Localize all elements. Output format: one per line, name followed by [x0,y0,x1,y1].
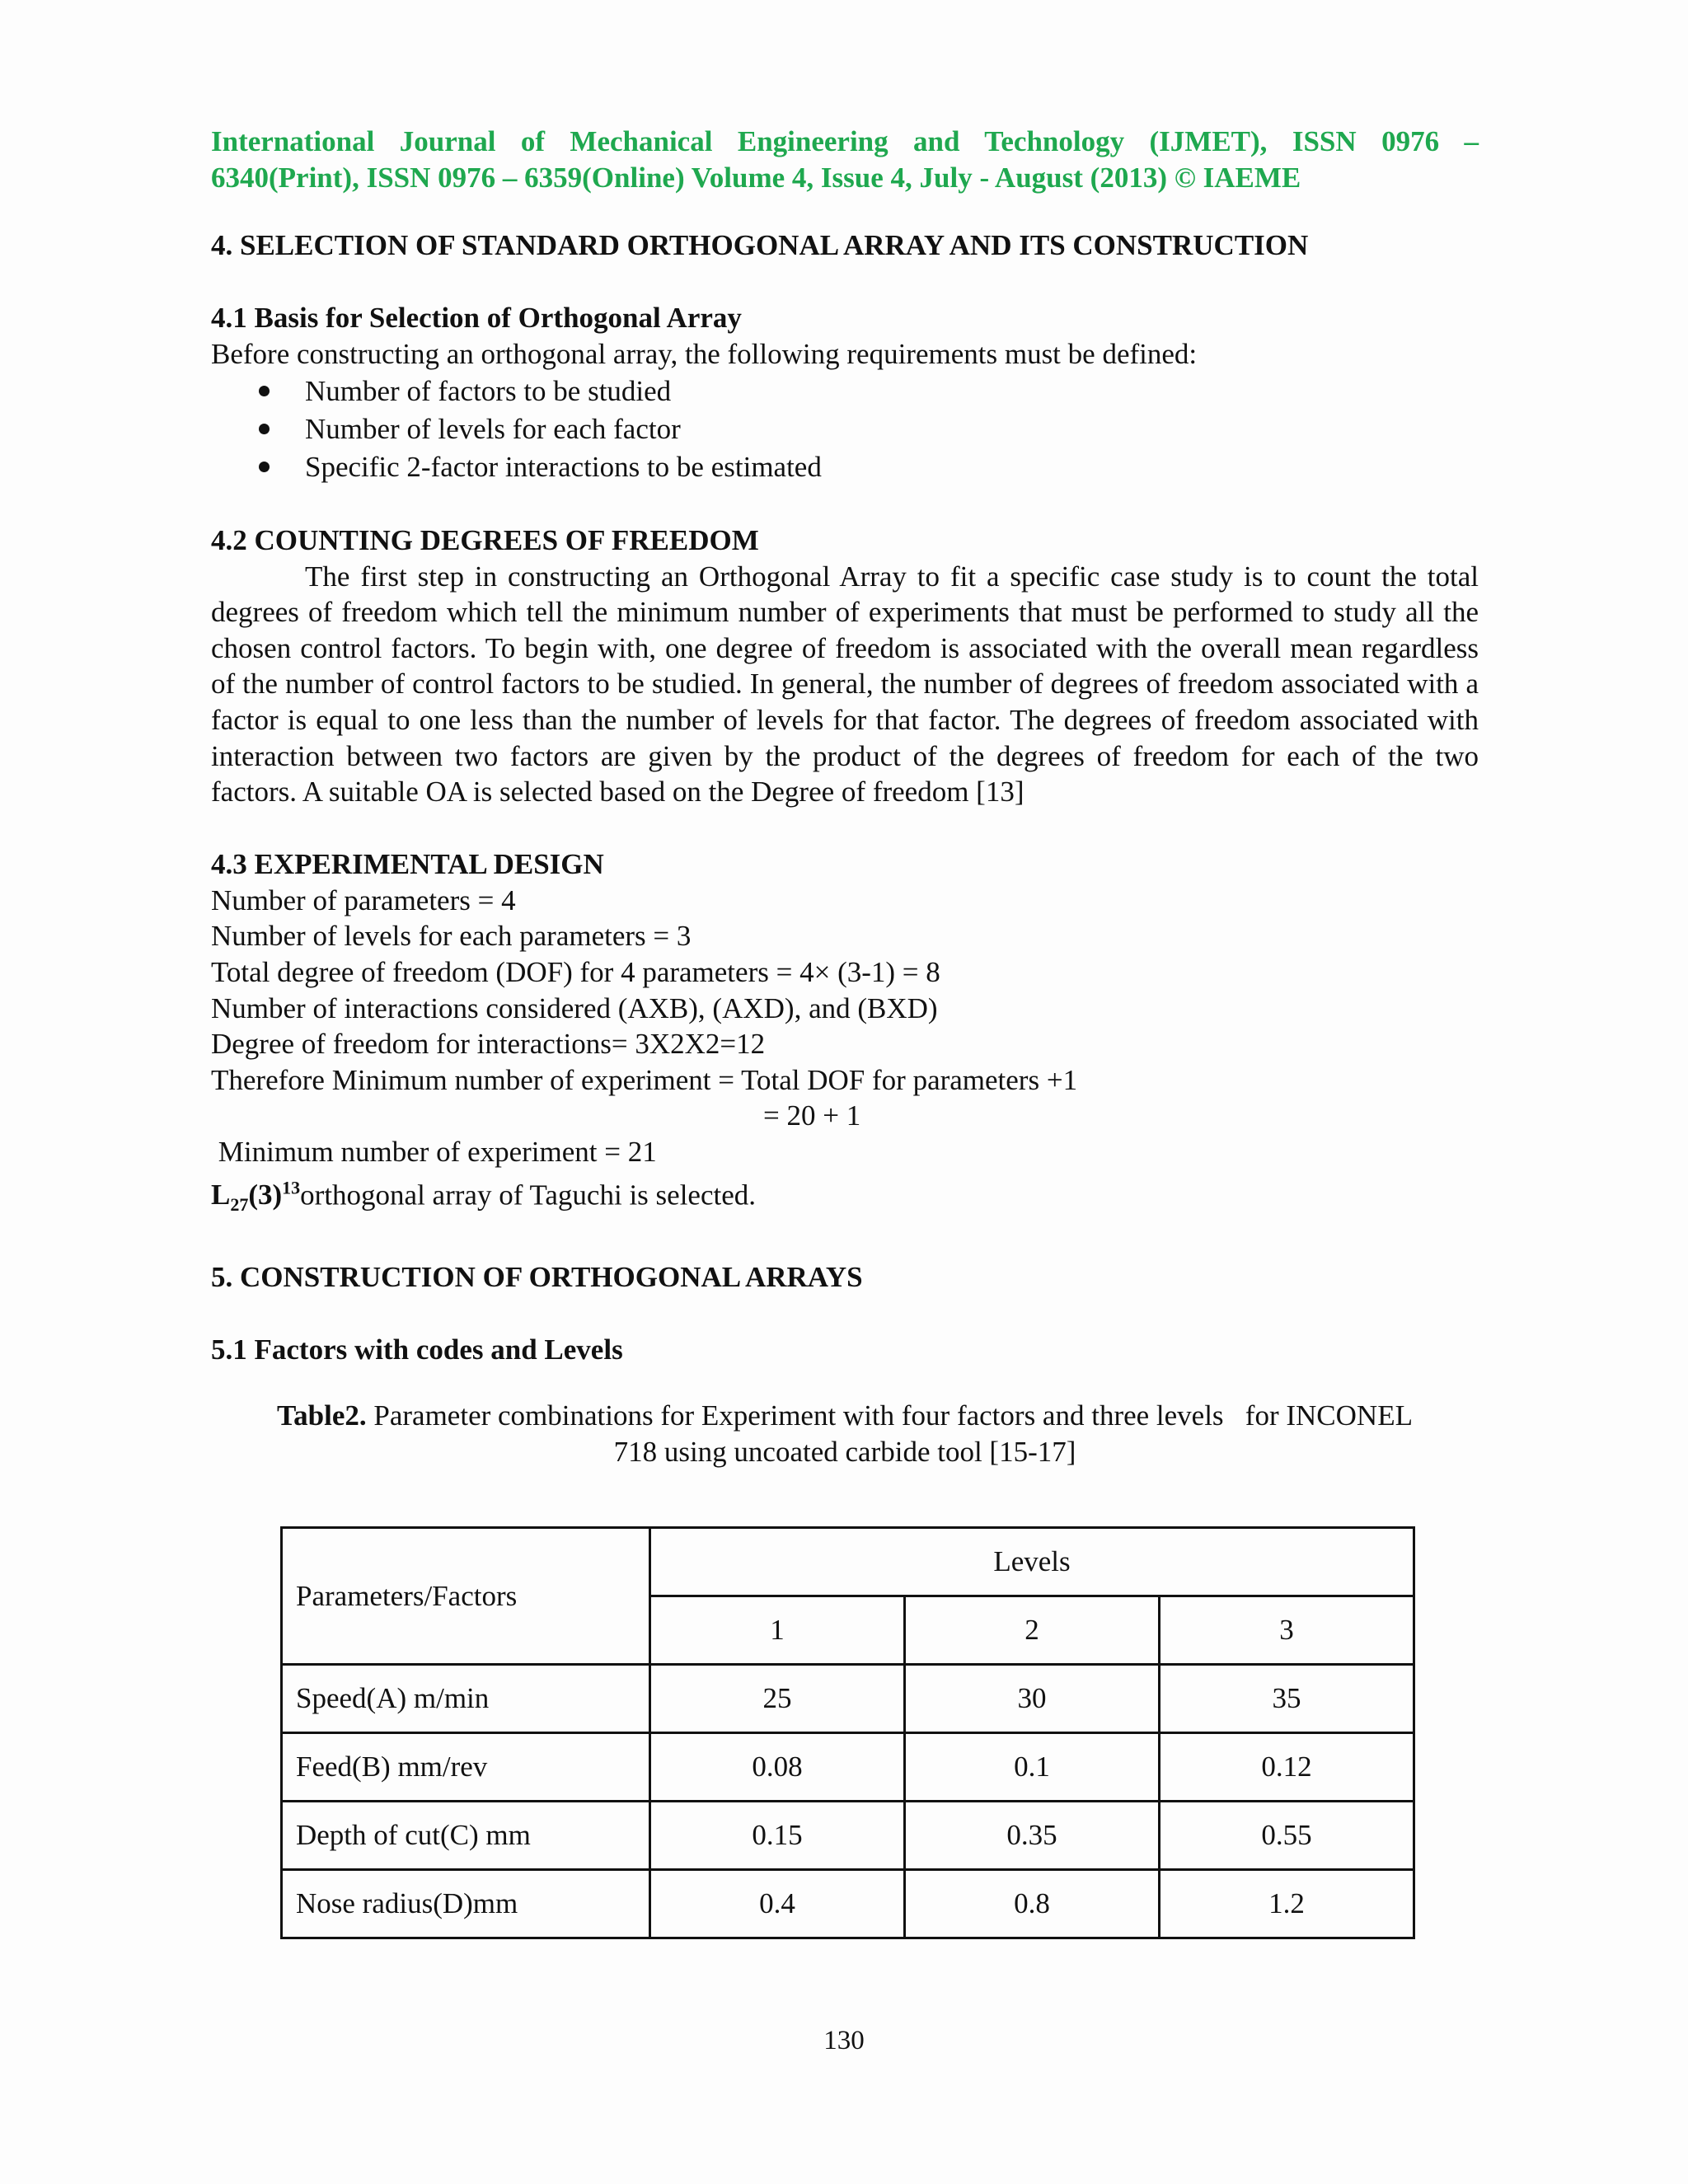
param-value: 0.15 [650,1802,905,1870]
param-value: 25 [650,1665,905,1733]
design-minimum: Minimum number of experiment = 21 [211,1135,657,1168]
section-4-3-title: 4.3 EXPERIMENTAL DESIGN [211,847,604,880]
bullet-icon [259,386,270,396]
design-line: Total degree of freedom (DOF) for 4 parameters = 4× (3-1) = 8 [211,955,940,988]
param-value: 0.1 [905,1733,1160,1802]
design-line: Number of parameters = 4 [211,883,516,916]
param-name: Depth of cut(C) mm [282,1802,650,1870]
table-row [282,1665,1414,1733]
level-label: 2 [905,1596,1160,1665]
table-row [282,1870,1414,1938]
list-item: Number of factors to be studied [211,373,1479,410]
param-value: 0.55 [1160,1802,1414,1870]
section-5-1-title: 5.1 Factors with codes and Levels [211,1333,623,1366]
section-4-2-body: The first step in constructing an Orthogonal Array to fit a specific case study is to count the total degrees of freedom which tell the minimum number of experiments that must be performed to study all the chosen control factors. To begin with, one degree of freedom is associated with the overall mean regardless of the number of control factors to be studied. In general, the number of degrees of freedom associated with a factor is equal to one less than the number of levels for that factor. The degrees of freedom associated with interaction between two factors are given by the product of the degrees of freedom for each of the two factors. A suitable OA is selected based on the Degree of freedom [13] [211,560,1479,808]
param-value: 0.4 [650,1870,905,1938]
param-name: Nose radius(D)mm [282,1870,650,1938]
requirements-list [211,373,1479,486]
page-number: 130 [823,2026,865,2055]
header-params: Parameters/Factors [282,1528,650,1665]
list-item: Number of levels for each factor [211,410,1479,448]
design-line: Degree of freedom for interactions= 3X2X2=12 [211,1028,766,1061]
table-row [282,1802,1414,1870]
design-line: Number of levels for each parameters = 3 [211,920,692,953]
journal-header-line2: 6340(Print), ISSN 0976 – 6359(Online) Volume 4, Issue 4, July - August (2013) © IAEME [211,162,1301,194]
design-line: Therefore Minimum number of experiment = Total DOF for parameters +1 [211,1063,1078,1096]
list-item: Specific 2-factor interactions to be estimated [211,448,1479,486]
design-equation: = 20 + 1 [763,1099,861,1132]
param-value: 0.08 [650,1733,905,1802]
page-content [211,124,1479,1470]
param-value: 0.12 [1160,1733,1414,1802]
section-4-2-title: 4.2 COUNTING DEGREES OF FREEDOM [211,523,759,556]
journal-header-line1: International Journal of Mechanical Engineering and Technology (IJMET), ISSN 0976 – [211,125,1479,157]
header-levels: Levels [650,1528,1414,1596]
param-name: Feed(B) mm/rev [282,1733,650,1802]
section-4-1-title: 4.1 Basis for Selection of Orthogonal Array [211,302,742,334]
level-label: 3 [1160,1596,1414,1665]
parameter-levels-table [280,1526,1415,1939]
table-header-row [282,1528,1414,1596]
section-5-title: 5. CONSTRUCTION OF ORTHOGONAL ARRAYS [211,1260,863,1293]
table-caption: Table2. Parameter combinations for Experiment with four factors and three levels for INCONEL 718 using uncoated carbide tool [15-17] [277,1399,1413,1468]
bullet-icon [259,462,270,472]
param-value: 35 [1160,1665,1414,1733]
bullet-icon [259,424,270,434]
oa-symbol: $L_{27}(3)^{13}$ [211,1177,301,1216]
param-name: Speed(A) m/min [282,1665,650,1733]
section-4-1-intro: Before constructing an orthogonal array, the following requirements must be defined: [211,338,1198,370]
table-row [282,1733,1414,1802]
level-label: 1 [650,1596,905,1665]
section-4-title: 4. SELECTION OF STANDARD ORTHOGONAL ARRAY AND ITS CONSTRUCTION [211,229,1309,261]
param-value: 1.2 [1160,1870,1414,1938]
design-line: Number of interactions considered (AXB), (AXD), and (BXD) [211,991,938,1024]
param-value: 30 [905,1665,1160,1733]
orthogonal-array-statement: $L_{27}(3)^{13}orthogonal$ array of Taguchi is selected. [211,1177,756,1216]
param-value: 0.8 [905,1870,1160,1938]
param-value: 0.35 [905,1802,1160,1870]
journal-header [211,124,1479,196]
